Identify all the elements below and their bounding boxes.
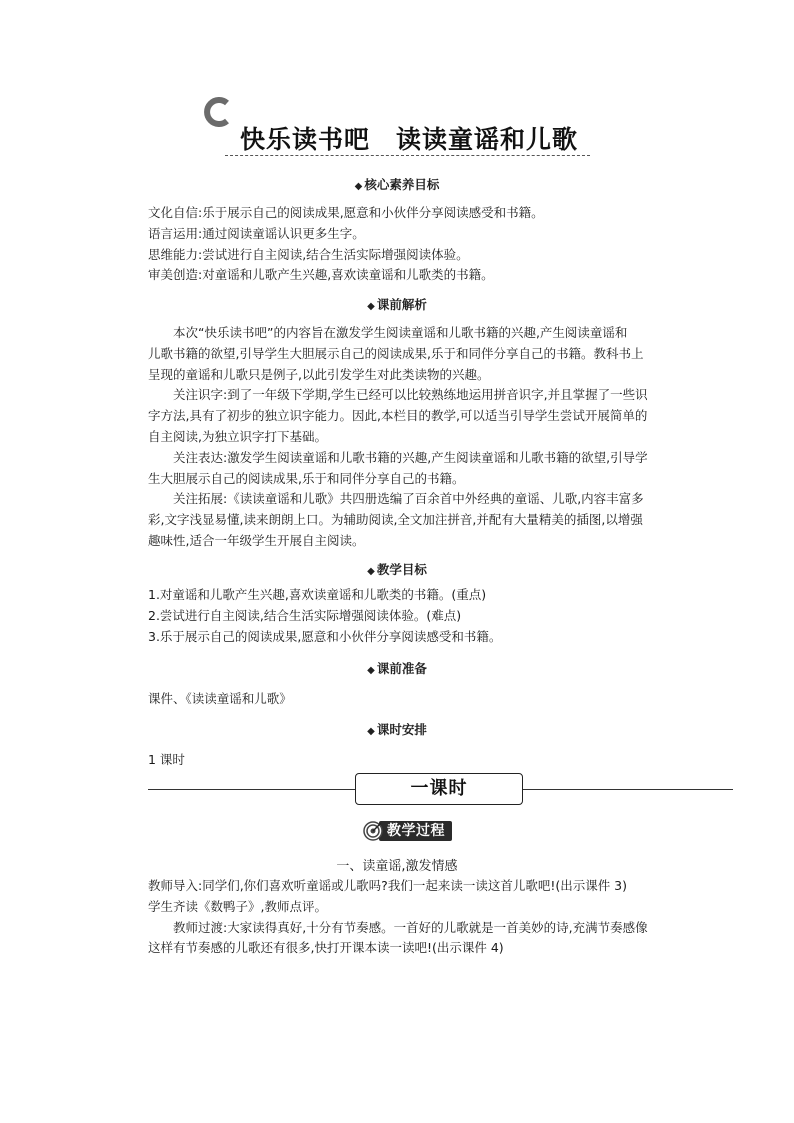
analysis-line: 呈现的童谣和儿歌只是例子,以此引发学生对此类读物的兴趣。 [148, 366, 490, 382]
analysis-line: 生大胆展示自己的阅读成果,乐于和同伴分享自己的书籍。 [148, 470, 465, 486]
process-label: 教学过程 [379, 821, 452, 841]
teaching-body [148, 876, 688, 959]
title-underline [225, 155, 590, 156]
process-tag [363, 821, 452, 841]
schedule-line: 1 课时 [148, 752, 185, 767]
analysis-line: 彩,文字浅显易懂,读来朗朗上口。为辅助阅读,全文加注拼音,并配有大量精美的插图,以增强 [148, 512, 643, 528]
teaching-line: 这样有节奏感的儿歌还有很多,快打开课本读一读吧!(出示课件 4) [148, 940, 504, 956]
target-icon [363, 821, 383, 841]
lesson-rule-right [523, 789, 733, 790]
teaching-line: 教师过渡:大家读得真好,十分有节奏感。一首好的儿歌就是一首美妙的诗,充满节奏感像 [173, 919, 648, 935]
objective-item: 2.尝试进行自主阅读,结合生活实际增强阅读体验。(难点) [148, 607, 462, 623]
analysis-line: 趣味性,适合一年级学生开展自主阅读。 [148, 532, 365, 548]
teaching-line: 学生齐读《数鸭子》,教师点评。 [148, 898, 327, 914]
schedule-heading: ◆ 课时安排 [367, 722, 427, 737]
c-ring-icon [203, 97, 233, 127]
analysis-line: 本次“快乐读书吧”的内容旨在激发学生阅读童谣和儿歌书籍的兴趣,产生阅读童谣和 [173, 325, 628, 340]
analysis-body [148, 323, 678, 552]
analysis-line: 关注拓展:《读读童谣和儿歌》共四册选编了百余首中外经典的童谣、儿歌,内容丰富多 [173, 491, 644, 507]
objectives-list [148, 585, 678, 647]
core-goals-list [148, 203, 678, 286]
preparation-line: 课件、《读读童谣和儿歌》 [148, 691, 292, 706]
core-goal-item: 审美创造:对童谣和儿歌产生兴趣,喜欢读童谣和儿歌类的书籍。 [148, 267, 494, 283]
objective-item: 1.对童谣和儿歌产生兴趣,喜欢读童谣和儿歌类的书籍。(重点) [148, 587, 487, 602]
diamond-icon: ◆ [354, 181, 363, 192]
core-goals-heading: ◆ 核心素养目标 [354, 177, 440, 192]
diamond-icon: ◆ [367, 726, 375, 737]
analysis-line: 关注识字:到了一年级下学期,学生已经可以比较熟练地运用拼音识字,并且掌握了一些识 [173, 387, 648, 403]
core-goal-item: 思维能力:尝试进行自主阅读,结合生活实际增强阅读体验。 [148, 246, 469, 262]
diamond-icon: ◆ [367, 665, 375, 676]
analysis-heading: ◆ 课前解析 [367, 297, 427, 312]
teaching-line: 教师导入:同学们,你们喜欢听童谣或儿歌吗?我们一起来读一读这首儿歌吧!(出示课件 3) [148, 878, 628, 893]
core-goal-item: 文化自信:乐于展示自己的阅读成果,愿意和小伙伴分享阅读感受和书籍。 [148, 205, 544, 220]
diamond-icon: ◆ [367, 301, 375, 312]
analysis-line: 关注表达:激发学生阅读童谣和儿歌书籍的兴趣,产生阅读童谣和儿歌书籍的欲望,引导学 [173, 449, 648, 465]
preparation-text [148, 689, 678, 710]
analysis-line: 字方法,具有了初步的独立识字能力。因此,本栏目的教学,可以适当引导学生尝试开展简单的 [148, 408, 648, 424]
objectives-heading: ◆ 教学目标 [367, 562, 427, 577]
page-title: 快乐读书吧 读读童谣和儿歌 [240, 125, 579, 154]
subsection-heading: 一、读童谣,激发情感 [336, 859, 458, 874]
schedule-text [148, 750, 678, 771]
objective-item: 3.乐于展示自己的阅读成果,愿意和小伙伴分享阅读感受和书籍。 [148, 628, 502, 644]
preparation-heading: ◆ 课前准备 [367, 661, 427, 676]
core-goal-item: 语言运用:通过阅读童谣认识更多生字。 [148, 225, 365, 241]
lesson-rule-left [148, 789, 355, 790]
analysis-line: 自主阅读,为独立识字打下基础。 [148, 428, 327, 444]
lesson-title-box: 一课时 [355, 773, 523, 805]
diamond-icon: ◆ [367, 566, 375, 577]
analysis-line: 儿歌书籍的欲望,引导学生大胆展示自己的阅读成果,乐于和同伴分享自己的书籍。教科书上 [148, 345, 644, 361]
